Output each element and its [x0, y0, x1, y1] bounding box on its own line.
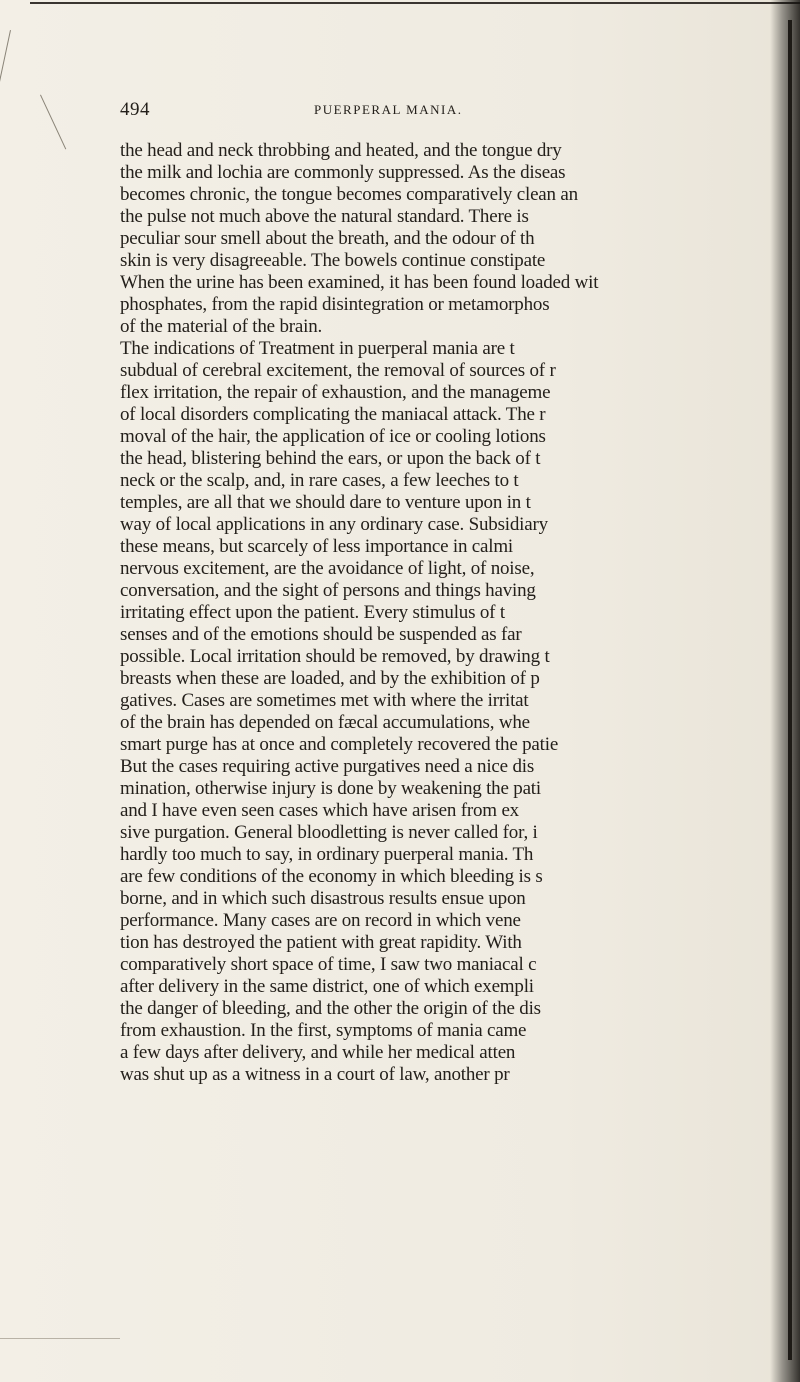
text-line: conversation, and the sight of persons and things having — [120, 580, 536, 601]
text-line: hardly too much to say, in ordinary puerperal mania. Th — [120, 844, 534, 865]
text-line: way of local applications in any ordinary case. Subsidiary — [120, 514, 548, 535]
text-line: after delivery in the same district, one of which exempli — [120, 976, 534, 997]
text-line: the danger of bleeding, and the other the origin of the dis — [120, 998, 541, 1019]
text-line: from exhaustion. In the first, symptoms of mania came — [120, 1020, 527, 1041]
text-line: irritating effect upon the patient. Every stimulus of t — [120, 602, 505, 623]
page-number: 494 — [120, 99, 150, 120]
body-text — [120, 140, 800, 1086]
text-line: When the urine has been examined, it has been found loaded wit — [120, 272, 599, 293]
text-line: the milk and lochia are commonly suppressed. As the diseas — [120, 162, 566, 183]
text-line: moval of the hair, the application of ice or cooling lotions — [120, 426, 546, 447]
text-line: smart purge has at once and completely recovered the patie — [120, 734, 559, 755]
text-line: and I have even seen cases which have arisen from ex — [120, 800, 519, 821]
text-line: phosphates, from the rapid disintegration or metamorphos — [120, 294, 550, 315]
binding-edge — [788, 20, 792, 1360]
text-line: becomes chronic, the tongue becomes comparatively clean an — [120, 184, 578, 205]
text-line: flex irritation, the repair of exhaustion, and the manageme — [120, 382, 551, 403]
text-line: sive purgation. General bloodletting is never called for, i — [120, 822, 538, 843]
running-head — [0, 99, 800, 123]
text-line: performance. Many cases are on record in which vene — [120, 910, 521, 931]
text-line: nervous excitement, are the avoidance of light, of noise, — [120, 558, 535, 579]
text-line: the head, blistering behind the ears, or upon the back of t — [120, 448, 541, 469]
binding-gutter-shadow — [770, 0, 800, 1382]
text-line: neck or the scalp, and, in rare cases, a few leeches to t — [120, 470, 519, 491]
text-line: peculiar sour smell about the breath, and the odour of th — [120, 228, 535, 249]
text-line: But the cases requiring active purgatives need a nice dis — [120, 756, 535, 777]
page-top-edge — [30, 2, 800, 4]
text-line: breasts when these are loaded, and by the exhibition of p — [120, 668, 540, 689]
text-line: skin is very disagreeable. The bowels continue constipate — [120, 250, 546, 271]
text-line: are few conditions of the economy in which bleeding is s — [120, 866, 543, 887]
text-line: a few days after delivery, and while her medical atten — [120, 1042, 516, 1063]
text-line: gatives. Cases are sometimes met with where the irritat — [120, 690, 529, 711]
text-line: senses and of the emotions should be suspended as far — [120, 624, 522, 645]
running-title: PUERPERAL MANIA. — [314, 102, 463, 117]
text-line: borne, and in which such disastrous results ensue upon — [120, 888, 526, 909]
text-line: tion has destroyed the patient with great rapidity. With — [120, 932, 522, 953]
text-line: these means, but scarcely of less importance in calmi — [120, 536, 514, 557]
text-line: temples, are all that we should dare to venture upon in t — [120, 492, 531, 513]
text-line: of local disorders complicating the maniacal attack. The r — [120, 404, 546, 425]
text-line: mination, otherwise injury is done by weakening the pati — [120, 778, 541, 799]
text-line: subdual of cerebral excitement, the removal of sources of r — [120, 360, 556, 381]
bottom-rule — [0, 1338, 120, 1339]
text-line: possible. Local irritation should be removed, by drawing t — [120, 646, 550, 667]
text-line: the head and neck throbbing and heated, and the tongue dry — [120, 140, 562, 161]
text-line: comparatively short space of time, I saw two maniacal c — [120, 954, 537, 975]
text-line: the pulse not much above the natural standard. There is — [120, 206, 529, 227]
text-line: The indications of Treatment in puerperal mania are t — [120, 338, 515, 359]
text-line: of the material of the brain. — [120, 316, 323, 337]
text-line: of the brain has depended on fæcal accumulations, whe — [120, 712, 530, 733]
text-line: was shut up as a witness in a court of law, another pr — [120, 1064, 510, 1085]
